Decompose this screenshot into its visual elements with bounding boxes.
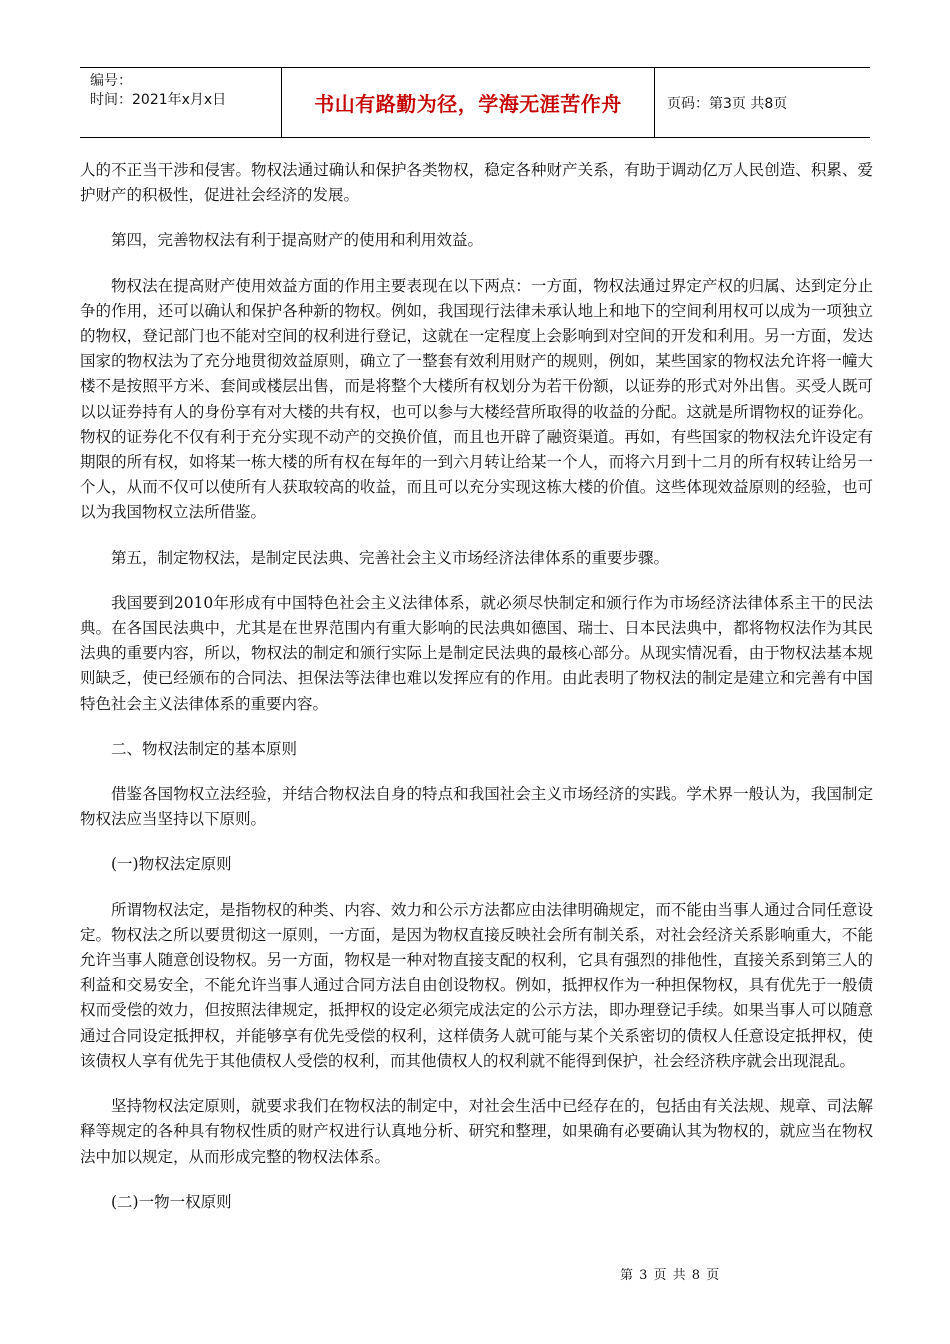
header-page-info: 页码：第3页 共8页 <box>667 95 788 112</box>
document-number-label: 编号： <box>90 73 132 89</box>
paragraph: 我国要到2010年形成有中国特色社会主义法律体系，就必须尽快制定和颁行作为市场经济法律体系主干的民法典。在各国民法典中，尤其是在世界范围内有重大影响的民法典如德国、瑞士、日本民法典中，都将物权法作为其民法典的重要内容，所以，物权法的制定和颁行实际上是制定民法典的最核心部分。从现实情况看，由于物权法基本规则缺乏，使已经颁布的合同法、担保法等法律也难以发挥应有的作用。由此表明了物权法的制定是建立和完善有中国特色社会主义法律体系的重要内容。 <box>80 593 873 713</box>
document-body <box>80 158 873 1215</box>
page-header <box>80 67 870 138</box>
subsection-heading: (二)一物一权原则 <box>111 1192 232 1211</box>
header-motto: 书山有路勤为径，学海无涯苦作舟 <box>282 68 655 137</box>
document-time-label: 时间：2021年x月x日 <box>90 92 227 108</box>
header-meta <box>80 68 282 137</box>
section-heading: 二、物权法制定的基本原则 <box>111 739 298 758</box>
paragraph: 所谓物权法定，是指物权的种类、内容、效力和公示方法都应由法律明确规定，而不能由当事人通过合同任意设定。物权法之所以要贯彻这一原则，一方面，是因为物权直接反映社会所有制关系，对社会经济关系影响重大，不能允许当事人随意创设物权。另一方面，物权是一种对物直接支配的权利，它具有强烈的排他性，直接关系到第三人的利益和交易安全，不能允许当事人通过合同方法自由创设物权。例如，抵押权作为一种担保物权，具有优先于一般债权而受偿的效力，但按照法律规定，抵押权的设定必须完成法定的公示方法，即办理登记手续。如果当事人可以随意通过合同设定抵押权，并能够享有优先受偿的权利，这样债务人就可能与某个关系密切的债权人任意设定抵押权，使该债权人享有优先于其他债权人受偿的权利，而其他债权人的权利就不能得到保护，社会经济秩序就会出现混乱。 <box>80 900 873 1070</box>
subsection-heading: (一)物权法定原则 <box>111 855 232 874</box>
paragraph: 第四，完善物权法有利于提高财产的使用和利用效益。 <box>111 231 484 250</box>
page-footer: 第 3 页 共 8 页 <box>620 1268 721 1283</box>
paragraph: 物权法在提高财产使用效益方面的作用主要表现在以下两点：一方面，物权法通过界定产权的归属、达到定分止争的作用，还可以确认和保护各种新的物权。例如，我国现行法律未承认地上和地下的空间利用权可以成为一项独立的物权，登记部门也不能对空间的权利进行登记，这就在一定程度上会影响到对空间的开发和利用。另一方面，发达国家的物权法为了充分地贯彻效益原则，确立了一整套有效利用财产的规则，例如，某些国家的物权法允许将一幢大楼不是按照平方米、套间或楼层出售，而是将整个大楼所有权划分为若干份额，以证券的形式对外出售。买受人既可以以证券持有人的身份享有对大楼的共有权，也可以参与大楼经营所取得的收益的分配。这就是所谓物权的证券化。物权的证券化不仅有利于充分实现不动产的交换价值，而且也开辟了融资渠道。再如，有些国家的物权法允许设定有期限的所有权，如将某一栋大楼的所有权在每年的一到六月转让给某一个人，而将六月到十二月的所有权转让给另一个人，从而不仅可以使所有人获取较高的收益，而且可以充分实现这栋大楼的价值。这些体现效益原则的经验，也可以为我国物权立法所借鉴。 <box>80 276 873 522</box>
paragraph: 坚持物权法定原则，就要求我们在物权法的制定中，对社会生活中已经存在的，包括由有关法规、规章、司法解释等规定的各种具有物权性质的财产权进行认真地分析、研究和整理，如果确有必要确认其为物权的，就应当在物权法中加以规定，从而形成完整的物权法体系。 <box>80 1097 873 1166</box>
paragraph: 第五，制定物权法，是制定民法典、完善社会主义市场经济法律体系的重要步骤。 <box>111 548 670 567</box>
paragraph: 人的不正当干涉和侵害。物权法通过确认和保护各类物权，稳定各种财产关系，有助于调动亿万人民创造、积累、爱护财产的积极性，促进社会经济的发展。 <box>80 161 873 205</box>
paragraph: 借鉴各国物权立法经验，并结合物权法自身的特点和我国社会主义市场经济的实践。学术界一般认为，我国制定物权法应当坚持以下原则。 <box>80 785 873 829</box>
